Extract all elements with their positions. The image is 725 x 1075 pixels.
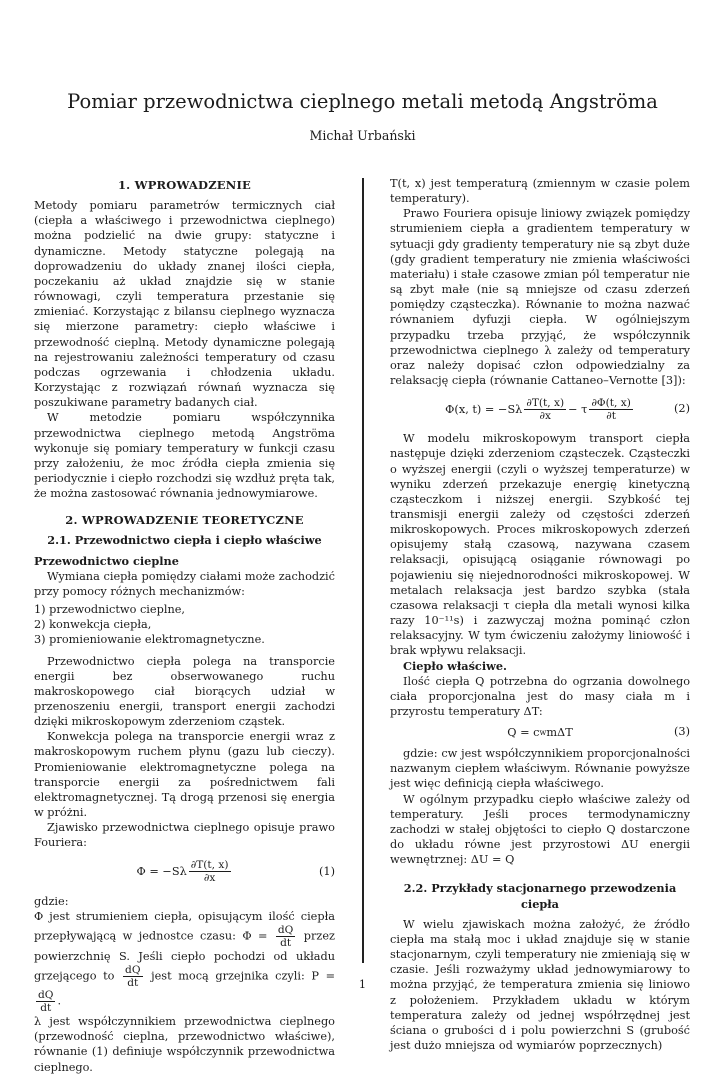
paragraph: W ogólnym przypadku ciepło właściwe zależy od temperatury. Jeśli proces termodynamiczny zachodzi w stałej objętości to ciepło Q dostarczone do układu równe jest przyrostowi ΔU energii wewnętrznej: ΔU = Q <box>390 792 690 867</box>
equation-number: (3) <box>673 725 690 739</box>
subsubsection-heading: Przewodnictwo cieplne <box>34 553 179 568</box>
equation-number: (2) <box>673 402 690 416</box>
author: Michał Urbański <box>309 128 416 143</box>
paragraph: Przewodnictwo ciepła polega na transporcie energii bez obserwowanego ruchu makroskopowego ciał biorących udział w przenoszeniu energii, transport energii zachodzi dzięki mikroskopowym zderzeniom cząstek. <box>34 654 335 729</box>
paragraph: Konwekcja polega na transporcie energii wraz z makroskopowym ruchem płynu (gazu lub cieczy). Promieniowanie elektromagnetyczne polega na transporcie energii za pośrednictwem fali elektromagnetycznej. Tą drogą przenosi się energia w próżni. <box>34 730 335 820</box>
paragraph: Ilość ciepła Q potrzebna do ogrzania dowolnego ciała proporcjonalna jest do masy ciała m i przyrostu temperatury ΔT: <box>390 674 690 718</box>
paragraph: W wielu zjawiskach można założyć, że źródło ciepła ma stałą moc i układ znajduje się w stanie stacjonarnym, czyli temperatury nie zmieniają się w czasie. Jeśli rozważymy układ jednowymiarowy to można przyjąć, że temperatura zmienia się liniowo z położeniem. Przykładem układu w którym temperatura zależy od jednej współrzędnej jest ściana o grubości d i polu powierzchni S (grubość jest dużo mniejsza od wymiarów poprzecznych) <box>390 917 690 1052</box>
list-item: 1) przewodnictwo cieplne, <box>34 603 185 617</box>
left-column <box>34 176 335 1075</box>
paragraph: T(t, x) jest temperaturą (zmiennym w czasie polem temperatury). <box>390 177 690 206</box>
list-item: 2) konwekcja ciepła, <box>34 618 152 632</box>
paragraph: Metody pomiaru parametrów termicznych ciał (ciepła a właściwego i przewodnictwa cieplnego) można podzielić na dwie grupy: statyczne i dynamiczne. Metody statyczne polegają na doprowadzeniu do układy znanej ilości ciepła, poczekaniu aż układ znajdzie się w stanie równowagi, czyli temperatura przestanie się zmieniać. Korzystając z bilansu cieplnego wyznacza się mierzone parametry: ciepło właściwe i przewodność cieplną. Metody dynamiczne polegają na rejestrowaniu zależności temperatury od czasu podczas ogrzewania i chłodzenia układu. Korzystając z rozwiązań równań wyznacza się poszukiwane parametry badanych ciał. <box>34 199 335 410</box>
subsection-heading-2-2: 2.2. Przykłady stacjonarnego przewodzenia ciepła <box>403 881 677 911</box>
paragraph: W modelu mikroskopowym transport ciepła następuje dzięki zderzeniom cząsteczek. Cząsteczki o wyższej energii (czyli o wyższej temperaturze) w wyniku zderzeń przekazuje energię kinetyczną cząsteczkom i niższej energii. Szybkość tej transmisji energii zależy od częstości zderzeń mikroskopowych. Proces mikroskopowych zderzeń opisujemy stałą czasową, nazywana czasem relaksacji, opisującą osiąganie równowagi po pojawieniu się niejednorodności mikroskopowej. W metalach relaksacja jest bardzo szybka (stała czasowa relaksacji τ ciepła dla metali wynosi kilka razy 10⁻¹¹s) i zazwyczaj można pominąć człon relaksacyjny. W tym ćwiczeniu założymy liniowość i brak wpływu relaksacji. <box>390 432 690 658</box>
equation-2: Φ(x, t) = −Sλ $\frac{\partial T(t, x)}{\partial x}$ − τ $\frac{\partial\Phi(t, x)}{\partial t}$ (2) <box>445 396 690 422</box>
paragraph: W metodzie pomiaru współczynnika przewodnictwa cieplnego metodą Angströma wykonuje się pomiary temperatury w funkcji czasu przy założeniu, że moc źródła ciepła zmienia się periodycznie i ciepło rozchodzi się wzdłuż pręta tak, że można zastosować równania jednowymiarowe. <box>34 411 335 501</box>
right-column <box>390 176 690 1053</box>
section-heading-theory: 2. WPROWADZENIE TEORETYCZNE <box>65 513 304 528</box>
paragraph: λ jest współczynnikiem przewodnictwa cieplnego (przewodność cieplna, przewodnictwo właściwe), równanie (1) definiuje współczynnik przewodnictwa cieplnego. <box>34 1015 335 1074</box>
paragraph: Zjawisko przewodnictwa cieplnego opisuje prawo Fouriera: <box>34 821 335 850</box>
section-heading-introduction: 1. WPROWADZENIE <box>117 178 252 192</box>
paragraph: Prawo Fouriera opisuje liniowy związek pomiędzy strumieniem ciepła a gradientem temperatury w sytuacji gdy gradienty temperatury nie są zbyt duże (gdy gradient temperatury nie zmienia właściwości materiału) i stałe czasowe zmian pól temperatur nie są zbyt małe (nie są mniejsze od czasu zderzeń pomiędzy cząsteczka). Równanie to można nazwać równaniem dyfuzji ciepła. W ogólniejszym przypadku trzeba przyjąć, że współczynnik przewodnictwa cieplnego λ zależy od temperatury oraz należy dopisać człon odpowiedzialny za relaksację ciepła (równanie Cattaneo–Vernotte [3]): <box>390 207 690 388</box>
equation-1: Φ = −Sλ $\frac{\partial T(t, x)}{\partial x}$ (1) <box>136 859 335 885</box>
page-title: Pomiar przewodnictwa cieplnego metali metodą Angströma <box>67 90 658 113</box>
paragraph: Φ jest strumieniem ciepła, opisującym ilość ciepła przepływającą w jednostce czasu: Φ = $\frac{dQ}{dt}$ przez powierzchnię S. Jeśli ciepło pochodzi od układu grzejącego to $\frac{dQ}{dt}$ jest mocą grzejnika czyli: P = $\frac{dQ}{dt}$ . <box>34 909 336 1015</box>
list-item: 3) promieniowanie elektromagnetyczne. <box>34 633 265 647</box>
paragraph: gdzie: cw jest współczynnikiem proporcjonalności nazwanym ciepłem właściwym. Równanie powyższe jest więc definicją ciepła właściwego. <box>390 747 690 791</box>
paragraph: Wymiana ciepła pomiędzy ciałami może zachodzić przy pomocy różnych mechanizmów: <box>34 569 335 598</box>
paragraph: gdzie: <box>34 894 69 908</box>
equation-3: Q = c w mΔT (3) <box>507 725 690 739</box>
equation-number: (1) <box>318 864 335 878</box>
page-number: 1 <box>358 978 367 991</box>
subsection-heading-2-1: 2.1. Przewodnictwo ciepła i ciepło właściwe <box>47 533 322 548</box>
mechanism-list <box>34 602 335 647</box>
subsubsection-heading: Ciepło właściwe. <box>403 658 507 673</box>
column-divider <box>362 178 364 963</box>
